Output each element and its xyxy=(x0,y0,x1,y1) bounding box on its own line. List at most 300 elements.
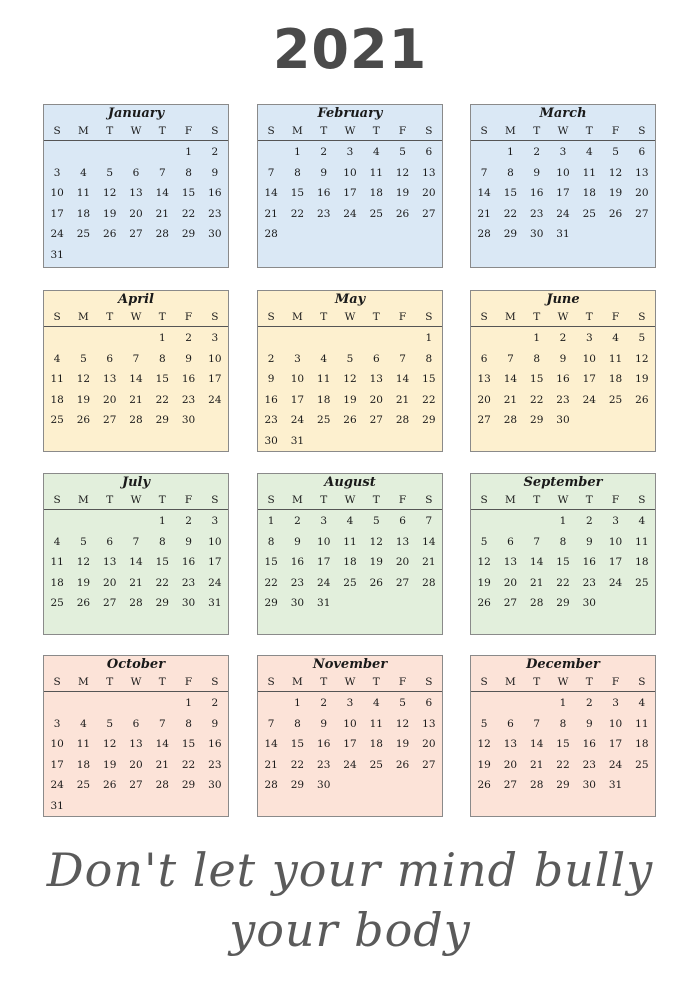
weekday-label: T xyxy=(158,494,166,506)
day-cell: 6 xyxy=(480,352,488,365)
day-cell: 13 xyxy=(422,717,436,730)
weekday-label: W xyxy=(130,676,142,688)
weekday-label: T xyxy=(158,311,166,323)
day-cell: 21 xyxy=(129,576,143,589)
weekday-label: S xyxy=(425,125,433,137)
empty-cell xyxy=(44,511,70,532)
day-cell: 28 xyxy=(129,414,143,426)
month-april xyxy=(43,290,229,452)
weekday-header xyxy=(44,491,228,510)
day-cell: 25 xyxy=(369,758,383,771)
day-cell: 2 xyxy=(533,146,541,158)
day-cell: 6 xyxy=(132,717,140,730)
day-cell: 2 xyxy=(320,146,328,158)
day-cell: 10 xyxy=(343,166,357,179)
day-cell: 19 xyxy=(76,576,91,589)
day-cell: 3 xyxy=(346,146,354,158)
day-cell: 19 xyxy=(103,758,117,771)
day-cell: 27 xyxy=(369,414,383,426)
day-cell: 26 xyxy=(477,597,491,609)
day-cell: 27 xyxy=(635,207,649,220)
day-cell: 8 xyxy=(507,166,514,179)
month-title: June xyxy=(546,292,580,307)
day-cell: 23 xyxy=(181,576,196,589)
month-august xyxy=(257,473,443,635)
day-cell: 3 xyxy=(346,697,354,709)
day-cell: 31 xyxy=(50,248,64,261)
day-cell: 1 xyxy=(294,697,301,709)
day-cell: 27 xyxy=(103,414,117,426)
day-cell: 12 xyxy=(76,556,91,568)
day-cell: 19 xyxy=(477,576,491,589)
day-cell: 23 xyxy=(556,393,570,406)
weekday-label: T xyxy=(533,311,541,323)
day-cell: 12 xyxy=(635,352,649,365)
weekday-label: F xyxy=(611,125,620,137)
month-july xyxy=(43,473,229,635)
day-cell: 23 xyxy=(530,207,544,220)
day-cell: 22 xyxy=(556,576,570,589)
day-cell: 17 xyxy=(290,393,305,406)
day-grid xyxy=(44,510,228,614)
day-cell: 17 xyxy=(208,556,222,568)
day-cell: 2 xyxy=(559,332,567,344)
day-cell: 25 xyxy=(76,779,91,791)
weekday-label: T xyxy=(106,494,114,506)
day-cell: 11 xyxy=(317,373,331,385)
day-cell: 22 xyxy=(503,207,518,220)
day-cell: 20 xyxy=(635,187,649,199)
weekday-label: F xyxy=(184,311,193,323)
weekday-label: T xyxy=(320,676,328,688)
day-cell: 19 xyxy=(395,738,410,750)
day-cell: 19 xyxy=(76,393,91,406)
day-cell: 25 xyxy=(635,576,649,589)
day-cell: 15 xyxy=(155,556,169,568)
day-grid xyxy=(471,141,655,245)
day-cell: 12 xyxy=(343,373,357,385)
day-cell: 19 xyxy=(343,393,357,406)
weekday-label: M xyxy=(505,125,516,137)
day-cell: 26 xyxy=(343,414,357,426)
weekday-label: T xyxy=(106,125,114,137)
day-cell: 20 xyxy=(422,738,436,750)
day-cell: 28 xyxy=(264,779,278,791)
day-cell: 20 xyxy=(503,758,518,771)
day-cell: 16 xyxy=(317,738,331,750)
day-cell: 16 xyxy=(556,373,570,385)
day-cell: 19 xyxy=(395,187,410,199)
weekday-label: W xyxy=(557,676,569,688)
day-cell: 24 xyxy=(608,758,623,771)
weekday-label: W xyxy=(344,311,356,323)
day-cell: 7 xyxy=(158,717,166,730)
weekday-label: S xyxy=(480,125,488,137)
day-cell: 18 xyxy=(76,758,91,771)
weekday-label: M xyxy=(505,494,516,506)
day-cell: 15 xyxy=(181,738,196,750)
weekday-label: F xyxy=(184,125,193,137)
day-cell: 16 xyxy=(181,373,196,385)
weekday-label: F xyxy=(398,311,407,323)
day-cell: 4 xyxy=(53,352,61,365)
day-cell: 21 xyxy=(530,758,544,771)
day-cell: 11 xyxy=(50,556,64,568)
weekday-label: T xyxy=(106,311,114,323)
day-cell: 19 xyxy=(103,207,117,220)
day-cell: 23 xyxy=(582,576,596,589)
day-cell: 24 xyxy=(608,576,623,589)
day-cell: 29 xyxy=(155,597,169,609)
month-january xyxy=(43,104,229,268)
month-may xyxy=(257,290,443,452)
day-cell: 5 xyxy=(480,717,488,730)
day-cell: 24 xyxy=(208,576,222,589)
day-cell: 16 xyxy=(317,187,331,199)
day-cell: 30 xyxy=(582,597,596,609)
day-cell: 27 xyxy=(503,779,518,791)
day-cell: 29 xyxy=(422,414,436,426)
day-cell: 18 xyxy=(582,187,596,199)
day-cell: 11 xyxy=(369,166,383,179)
day-cell: 30 xyxy=(317,779,331,791)
weekday-label: M xyxy=(292,676,303,688)
day-cell: 18 xyxy=(369,738,383,750)
day-cell: 15 xyxy=(181,187,196,199)
day-cell: 18 xyxy=(343,556,357,568)
day-cell: 25 xyxy=(50,597,64,609)
day-cell: 23 xyxy=(181,393,196,406)
day-cell: 9 xyxy=(559,352,567,365)
day-cell: 11 xyxy=(369,717,383,730)
day-cell: 21 xyxy=(129,393,143,406)
day-cell: 18 xyxy=(76,207,91,220)
day-cell: 27 xyxy=(129,779,143,791)
empty-cell xyxy=(311,328,337,349)
day-cell: 4 xyxy=(372,697,380,709)
day-cell: 25 xyxy=(635,758,649,771)
day-cell: 7 xyxy=(132,352,140,365)
weekday-label: W xyxy=(557,494,569,506)
day-cell: 27 xyxy=(103,597,117,609)
day-cell: 6 xyxy=(425,146,433,158)
day-cell: 30 xyxy=(181,597,196,609)
weekday-label: M xyxy=(505,311,516,323)
day-cell: 2 xyxy=(585,515,593,527)
weekday-label: S xyxy=(480,311,488,323)
day-cell: 22 xyxy=(556,758,570,771)
day-cell: 30 xyxy=(181,414,196,426)
day-cell: 16 xyxy=(582,556,596,568)
day-cell: 10 xyxy=(290,373,305,385)
month-march xyxy=(470,104,656,268)
day-cell: 26 xyxy=(76,414,91,426)
day-cell: 18 xyxy=(635,738,649,750)
day-cell: 15 xyxy=(422,373,436,385)
day-cell: 29 xyxy=(503,228,518,240)
day-grid xyxy=(258,692,442,796)
day-cell: 25 xyxy=(582,207,596,220)
weekday-header xyxy=(471,491,655,510)
day-cell: 24 xyxy=(290,414,305,426)
day-cell: 24 xyxy=(582,393,596,406)
day-cell: 12 xyxy=(477,556,491,568)
weekday-header xyxy=(258,308,442,327)
day-grid xyxy=(258,510,442,614)
weekday-label: T xyxy=(585,676,593,688)
day-cell: 12 xyxy=(395,717,410,730)
day-cell: 8 xyxy=(425,352,433,365)
day-cell: 14 xyxy=(129,556,143,568)
day-cell: 28 xyxy=(155,228,169,240)
day-cell: 21 xyxy=(395,393,410,406)
day-cell: 1 xyxy=(185,146,192,158)
day-cell: 13 xyxy=(129,187,143,199)
weekday-label: M xyxy=(292,494,303,506)
empty-cell xyxy=(471,693,497,714)
day-cell: 22 xyxy=(264,576,278,589)
day-cell: 17 xyxy=(608,738,623,750)
weekday-label: M xyxy=(78,494,89,506)
day-cell: 30 xyxy=(582,779,596,791)
day-cell: 29 xyxy=(530,414,544,426)
day-cell: 31 xyxy=(608,779,623,791)
day-cell: 10 xyxy=(343,717,357,730)
day-cell: 14 xyxy=(155,738,169,750)
empty-cell xyxy=(258,693,284,714)
day-cell: 25 xyxy=(369,207,383,220)
day-cell: 21 xyxy=(503,393,518,406)
day-cell: 13 xyxy=(129,738,143,750)
weekday-label: T xyxy=(372,125,380,137)
day-cell: 6 xyxy=(507,535,514,548)
day-cell: 8 xyxy=(559,717,567,730)
day-cell: 21 xyxy=(422,556,436,568)
day-cell: 22 xyxy=(530,393,544,406)
day-cell: 10 xyxy=(50,738,64,750)
day-cell: 8 xyxy=(158,352,166,365)
day-cell: 22 xyxy=(290,758,305,771)
day-cell: 5 xyxy=(106,717,114,730)
day-cell: 17 xyxy=(582,373,596,385)
weekday-label: F xyxy=(398,125,407,137)
day-cell: 30 xyxy=(264,434,278,447)
day-cell: 27 xyxy=(129,228,143,240)
day-cell: 10 xyxy=(208,535,222,548)
weekday-label: M xyxy=(292,311,303,323)
weekday-header xyxy=(471,308,655,327)
day-cell: 5 xyxy=(80,535,87,548)
weekday-header xyxy=(471,673,655,692)
day-cell: 1 xyxy=(559,515,567,527)
day-cell: 5 xyxy=(80,352,87,365)
day-cell: 24 xyxy=(343,207,357,220)
weekday-label: W xyxy=(130,125,142,137)
day-cell: 6 xyxy=(425,697,433,709)
day-cell: 6 xyxy=(106,535,114,548)
day-grid xyxy=(471,510,655,614)
day-cell: 5 xyxy=(399,697,406,709)
day-cell: 8 xyxy=(185,717,192,730)
day-cell: 16 xyxy=(264,393,278,406)
day-cell: 7 xyxy=(507,352,514,365)
weekday-label: S xyxy=(638,494,646,506)
day-cell: 3 xyxy=(585,332,593,344)
day-cell: 10 xyxy=(317,535,331,548)
day-cell: 19 xyxy=(635,373,649,385)
empty-cell xyxy=(284,328,310,349)
weekday-label: M xyxy=(78,676,89,688)
weekday-label: T xyxy=(533,125,541,137)
day-cell: 15 xyxy=(556,556,570,568)
empty-cell xyxy=(70,693,96,714)
day-cell: 2 xyxy=(185,515,192,527)
weekday-header xyxy=(258,673,442,692)
weekday-label: F xyxy=(611,676,620,688)
weekday-label: W xyxy=(130,494,142,506)
quote-line-1: Don't let your mind bully xyxy=(46,843,654,897)
day-cell: 8 xyxy=(185,166,192,179)
day-cell: 19 xyxy=(369,556,383,568)
day-cell: 25 xyxy=(317,414,331,426)
day-cell: 18 xyxy=(608,373,623,385)
day-cell: 5 xyxy=(638,332,646,344)
day-cell: 28 xyxy=(129,597,143,609)
day-cell: 14 xyxy=(503,373,518,385)
weekday-label: S xyxy=(267,676,275,688)
weekday-label: S xyxy=(53,311,61,323)
day-cell: 6 xyxy=(106,352,114,365)
day-cell: 19 xyxy=(477,758,491,771)
day-cell: 24 xyxy=(556,207,570,220)
day-cell: 8 xyxy=(533,352,541,365)
day-cell: 3 xyxy=(53,717,61,730)
day-cell: 13 xyxy=(395,535,410,548)
month-september xyxy=(470,473,656,635)
day-cell: 30 xyxy=(556,414,570,426)
day-cell: 12 xyxy=(369,535,383,548)
day-cell: 1 xyxy=(294,146,301,158)
day-cell: 30 xyxy=(208,228,222,240)
day-cell: 29 xyxy=(290,779,305,791)
day-cell: 8 xyxy=(158,535,166,548)
day-cell: 13 xyxy=(503,738,518,750)
day-cell: 13 xyxy=(635,166,649,179)
day-cell: 4 xyxy=(638,515,646,527)
day-cell: 13 xyxy=(103,556,117,568)
day-cell: 23 xyxy=(582,758,596,771)
day-cell: 20 xyxy=(129,758,143,771)
weekday-label: S xyxy=(425,311,433,323)
month-title: November xyxy=(312,657,388,672)
weekday-label: W xyxy=(344,676,356,688)
day-cell: 31 xyxy=(50,799,64,812)
day-cell: 31 xyxy=(208,597,222,609)
day-cell: 13 xyxy=(422,166,436,179)
month-november xyxy=(257,655,443,817)
day-cell: 11 xyxy=(76,187,91,199)
day-cell: 2 xyxy=(267,352,275,365)
day-cell: 22 xyxy=(290,207,305,220)
day-cell: 29 xyxy=(556,779,570,791)
day-grid xyxy=(258,327,442,451)
day-cell: 28 xyxy=(395,414,410,426)
empty-cell xyxy=(70,142,96,163)
weekday-header xyxy=(44,673,228,692)
day-cell: 18 xyxy=(317,393,331,406)
day-cell: 4 xyxy=(320,352,328,365)
empty-cell xyxy=(123,328,149,349)
weekday-label: S xyxy=(480,676,488,688)
day-cell: 18 xyxy=(369,187,383,199)
month-june xyxy=(470,290,656,452)
day-cell: 20 xyxy=(477,393,491,406)
day-cell: 9 xyxy=(533,166,541,179)
day-cell: 30 xyxy=(290,597,305,609)
day-cell: 4 xyxy=(372,146,380,158)
empty-cell xyxy=(149,142,175,163)
day-cell: 31 xyxy=(556,228,570,240)
day-cell: 3 xyxy=(211,332,219,344)
weekday-label: S xyxy=(53,125,61,137)
day-cell: 9 xyxy=(185,535,192,548)
weekday-label: W xyxy=(344,125,356,137)
day-cell: 27 xyxy=(503,597,518,609)
day-cell: 12 xyxy=(608,166,623,179)
day-cell: 17 xyxy=(343,187,357,199)
day-cell: 20 xyxy=(422,187,436,199)
empty-cell xyxy=(497,328,523,349)
day-cell: 28 xyxy=(155,779,169,791)
day-cell: 15 xyxy=(556,738,570,750)
weekday-header xyxy=(471,122,655,141)
month-october xyxy=(43,655,229,817)
day-cell: 29 xyxy=(181,779,196,791)
day-cell: 3 xyxy=(612,697,619,709)
day-cell: 27 xyxy=(477,414,491,426)
day-cell: 27 xyxy=(422,758,436,771)
day-cell: 18 xyxy=(635,556,649,568)
day-cell: 24 xyxy=(343,758,357,771)
day-cell: 6 xyxy=(638,146,646,158)
day-cell: 18 xyxy=(50,393,64,406)
day-cell: 17 xyxy=(50,207,64,220)
day-cell: 28 xyxy=(477,228,491,240)
weekday-label: M xyxy=(78,125,89,137)
day-cell: 25 xyxy=(608,393,623,406)
day-cell: 16 xyxy=(208,187,222,199)
day-cell: 13 xyxy=(103,373,117,385)
day-cell: 23 xyxy=(290,576,305,589)
day-cell: 1 xyxy=(533,332,541,344)
day-cell: 24 xyxy=(208,393,222,406)
empty-cell xyxy=(524,693,550,714)
day-cell: 11 xyxy=(50,373,64,385)
day-cell: 1 xyxy=(158,332,166,344)
weekday-label: W xyxy=(344,494,356,506)
day-cell: 22 xyxy=(155,393,169,406)
day-cell: 2 xyxy=(211,697,219,709)
weekday-label: T xyxy=(533,494,541,506)
empty-cell xyxy=(471,142,497,163)
day-cell: 15 xyxy=(290,187,305,199)
day-cell: 2 xyxy=(211,146,219,158)
day-cell: 4 xyxy=(80,717,87,730)
day-cell: 20 xyxy=(369,393,383,406)
day-cell: 5 xyxy=(612,146,619,158)
month-title: September xyxy=(523,475,603,490)
weekday-label: W xyxy=(557,311,569,323)
